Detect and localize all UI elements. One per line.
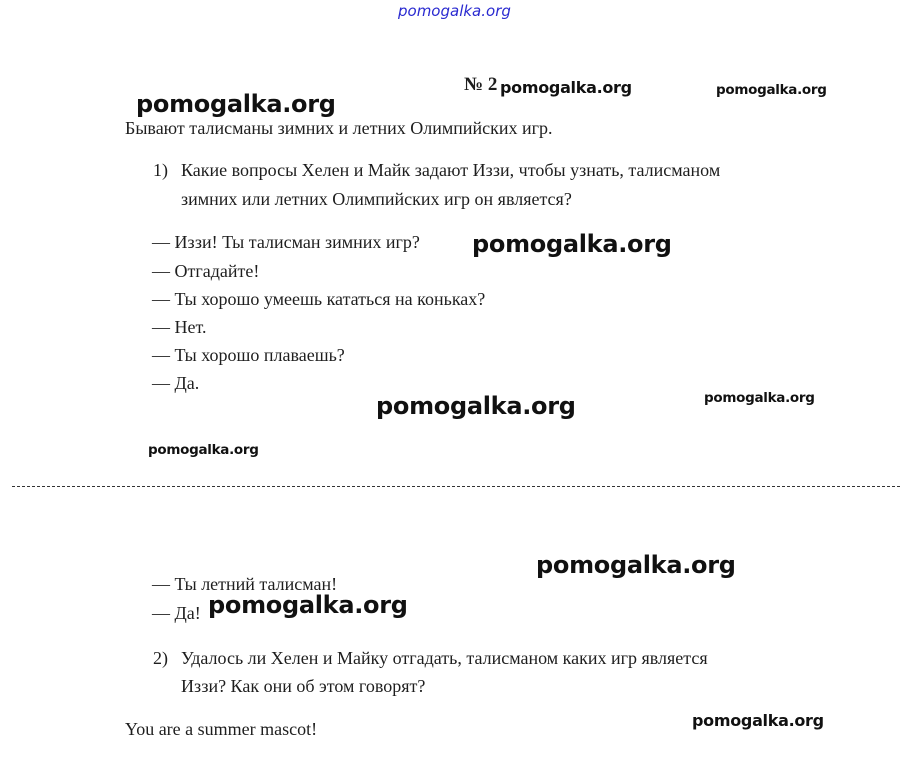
- question-2-number: 2): [153, 648, 168, 668]
- watermark: pomogalka.org: [208, 591, 408, 619]
- watermark-top: pomogalka.org: [398, 2, 511, 20]
- question-1-line-2: зимних или летних Олимпийских игр он является?: [181, 189, 572, 209]
- watermark: pomogalka.org: [376, 392, 576, 420]
- watermark: pomogalka.org: [148, 442, 259, 458]
- dialog-line: — Отгадайте!: [152, 261, 260, 281]
- dialog-line: — Да.: [152, 373, 200, 393]
- question-2-line-2: Иззи? Как они об этом говорят?: [181, 676, 426, 696]
- task-number: № 2: [464, 74, 498, 95]
- watermark: pomogalka.org: [692, 711, 824, 730]
- dialog-line: — Да!: [152, 603, 201, 623]
- page-break-divider: [12, 486, 900, 487]
- dialog-line: — Иззи! Ты талисман зимних игр?: [152, 232, 420, 252]
- dialog-line: — Ты летний талисман!: [152, 574, 338, 594]
- watermark: pomogalka.org: [704, 390, 815, 406]
- dialog-line: — Ты хорошо плаваешь?: [152, 345, 345, 365]
- watermark: pomogalka.org: [500, 78, 632, 97]
- watermark: pomogalka.org: [716, 82, 827, 98]
- question-1-line-1: Какие вопросы Хелен и Майк задают Иззи, чтобы узнать, талисманом: [181, 160, 721, 180]
- question-1-number: 1): [153, 160, 168, 180]
- watermark: pomogalka.org: [136, 90, 336, 118]
- task-intro: Бывают талисманы зимних и летних Олимпийских игр.: [125, 118, 553, 138]
- question-2-line-1: Удалось ли Хелен и Майку отгадать, талисманом каких игр является: [181, 648, 708, 668]
- dialog-line: — Ты хорошо умеешь кататься на коньках?: [152, 289, 486, 309]
- answer-text: You are a summer mascot!: [125, 719, 318, 739]
- dialog-line: — Нет.: [152, 317, 207, 337]
- watermark: pomogalka.org: [536, 551, 736, 579]
- watermark: pomogalka.org: [472, 230, 672, 258]
